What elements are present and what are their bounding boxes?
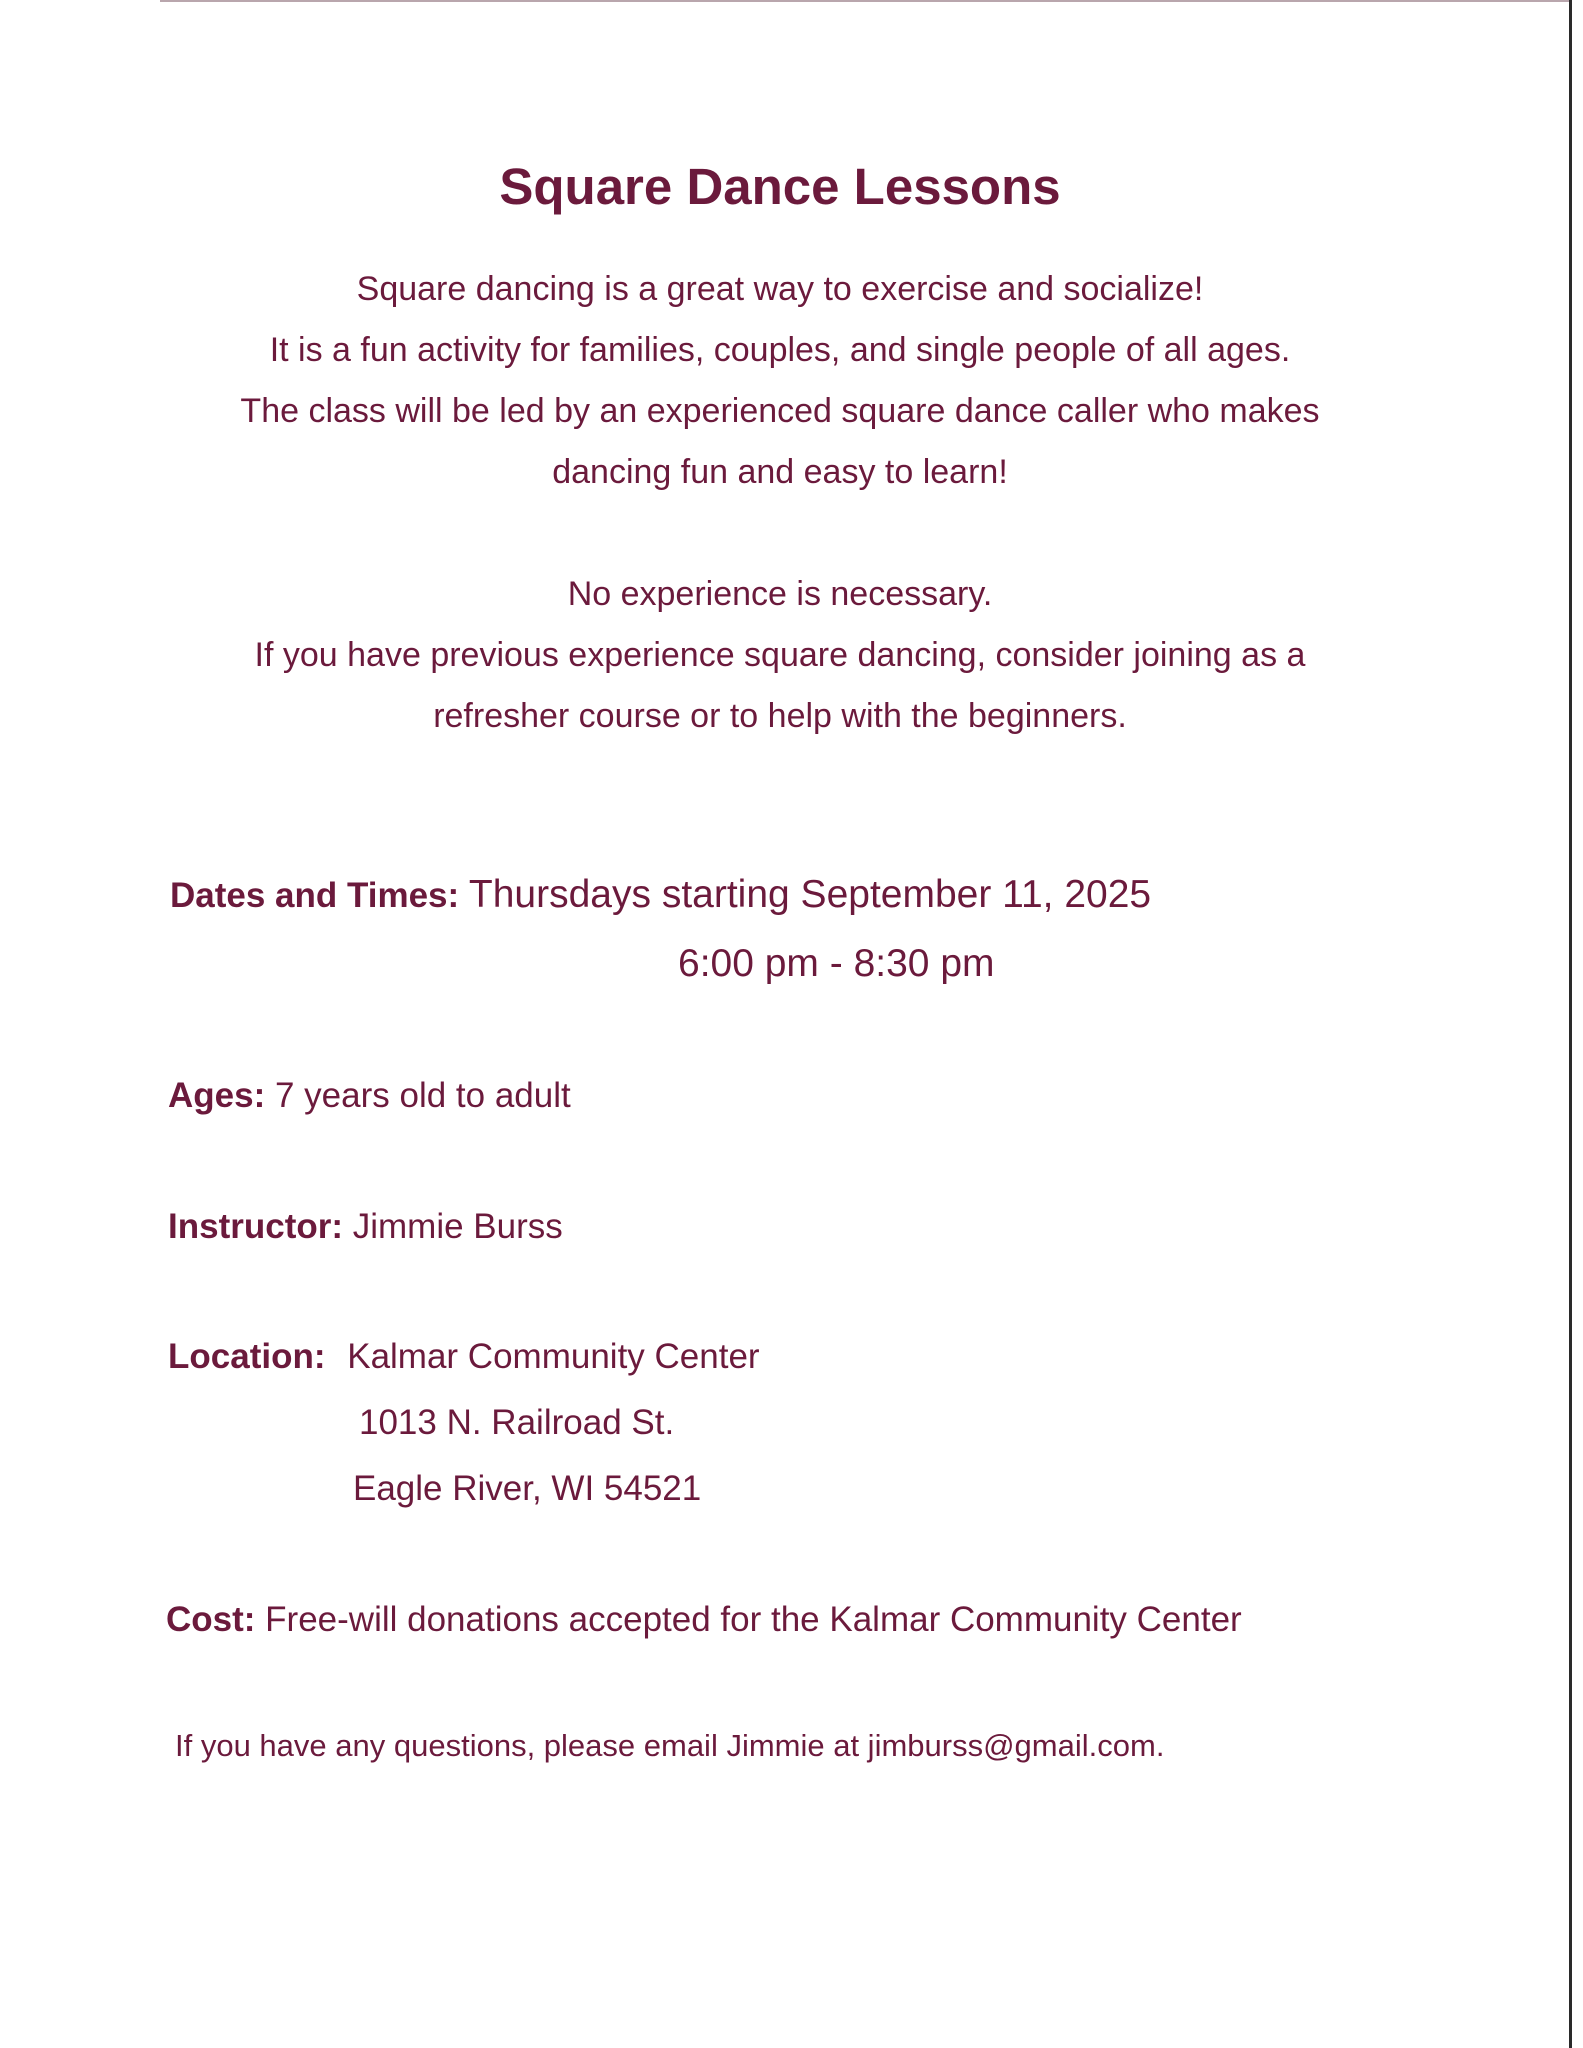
intro-line: Square dancing is a great way to exercise and socialize! [356,270,1204,308]
page-right-edge [1569,0,1572,2048]
page-top-edge [160,0,1570,2]
experience-line: refresher course or to help with the beginners. [433,697,1127,735]
contact-note: If you have any questions, please email Jimmie at jimburss@gmail.com. [175,1728,1165,1763]
instructor-row [168,1207,563,1247]
experience-line: If you have previous experience square dancing, consider joining as a [254,636,1306,674]
intro-line: dancing fun and easy to learn! [552,453,1008,491]
ages-value: 7 years old to adult [274,1076,571,1115]
intro-line: It is a fun activity for families, couples, and single people of all ages. [269,331,1291,369]
page-title: Square Dance Lessons [499,158,1061,215]
ages-label: Ages: [168,1076,266,1115]
location-line-1: Kalmar Community Center [347,1337,760,1376]
dates-row [170,873,1151,917]
intro-line: The class will be led by an experienced square dance caller who makes [240,392,1320,430]
location-line-3: Eagle River, WI 54521 [353,1469,702,1508]
cost-label: Cost: [166,1600,256,1639]
location-row [168,1337,760,1377]
dates-value: Thursdays starting September 11, 2025 [468,873,1152,916]
dates-label: Dates and Times: [170,876,460,915]
instructor-value: Jimmie Burss [352,1207,563,1246]
ages-row [168,1076,571,1116]
experience-paragraph [0,564,1560,747]
location-label: Location: [168,1337,326,1376]
instructor-label: Instructor: [168,1207,343,1246]
experience-line: No experience is necessary. [567,575,993,613]
cost-value: Free-will donations accepted for the Kalmar Community Center [265,1600,1242,1639]
time-value: 6:00 pm - 8:30 pm [678,942,995,985]
cost-row [166,1600,1242,1640]
location-line-2: 1013 N. Railroad St. [359,1403,675,1442]
intro-paragraph [0,259,1560,503]
